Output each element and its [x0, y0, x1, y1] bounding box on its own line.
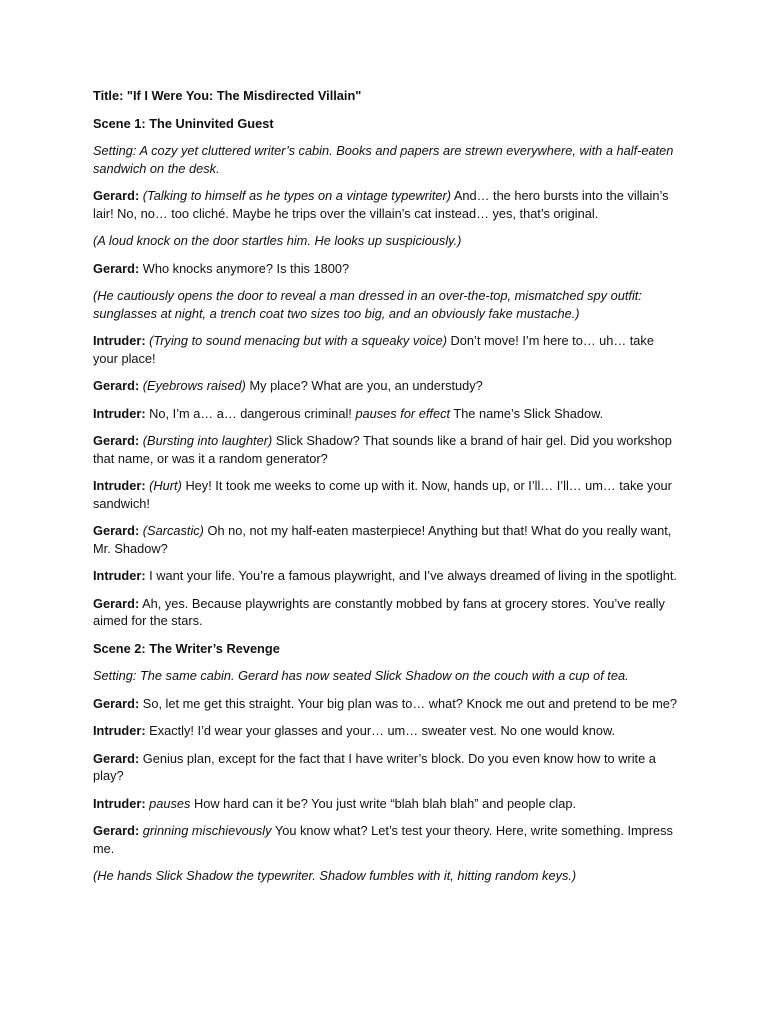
inline-direction: (Talking to himself as he types on a vintage typewriter) [142, 188, 452, 203]
dialogue-line [93, 405, 682, 423]
dialogue-line [93, 822, 682, 857]
dialogue-text: No, I’m a… a… dangerous criminal! [149, 405, 352, 421]
inline-direction: (Eyebrows raised) [142, 378, 246, 393]
dialogue-text: Genius plan, except for the fact that I have writer’s block. Do you even know how to write a play? [93, 750, 656, 783]
speaker-name: Intruder: [93, 795, 146, 811]
dialogue-line [93, 377, 682, 395]
speaker-name: Intruder: [93, 405, 146, 421]
dialogue-text: Hey! It took me weeks to come up with it. Now, hands up, or I’ll… I’ll… um… take your sandwich! [93, 478, 672, 511]
dialogue-text: Slick Shadow? That sounds like a brand of hair gel. Did you workshop that name, or was it a random generator? [93, 433, 672, 466]
speaker-name: Gerard: [93, 750, 140, 766]
inline-direction: (Hurt) [149, 478, 182, 493]
dialogue-text: Don’t move! I’m here to… uh… take your place! [93, 333, 654, 366]
speaker-name: Gerard: [93, 433, 140, 448]
stage-direction: (He hands Slick Shadow the typewriter. Shadow fumbles with it, hitting random keys.) [93, 868, 577, 883]
inline-direction: pauses [149, 795, 191, 811]
scene-heading: Scene 1: The Uninvited Guest [93, 115, 274, 131]
dialogue-text: You know what? Let’s test your theory. Here, write something. Impress me. [93, 823, 673, 856]
dialogue-text: I want your life. You’re a famous playwright, and I’ve always dreamed of living in the spotlight. [149, 568, 677, 583]
dialogue-text: My place? What are you, an understudy? [249, 378, 483, 393]
dialogue-line [93, 567, 682, 585]
dialogue-line [93, 695, 682, 713]
dialogue-line [93, 722, 682, 740]
dialogue-text: So, let me get this straight. Your big plan was to… what? Knock me out and pretend to be me? [142, 695, 678, 711]
speaker-name: Intruder: [93, 478, 146, 493]
dialogue-text: The name’s Slick Shadow. [453, 405, 604, 421]
dialogue-line [93, 432, 682, 467]
scene-setting: Setting: A cozy yet cluttered writer’s cabin. Books and papers are strewn everywhere, with a half-eaten sandwich on the desk. [93, 143, 674, 176]
stage-direction: (He cautiously opens the door to reveal a man dressed in an over-the-top, mismatched spy outfit: sunglasses at night, a trench coat two sizes too big, and an obviously fake mustache.) [93, 288, 642, 321]
dialogue-line [93, 260, 682, 278]
speaker-name: Gerard: [93, 595, 140, 611]
dialogue-line [93, 187, 682, 222]
inline-direction: (Bursting into laughter) [142, 433, 273, 448]
inline-direction: (Trying to sound menacing but with a squeaky voice) [149, 333, 447, 348]
scene-heading: Scene 2: The Writer’s Revenge [93, 640, 280, 656]
dialogue-text: Oh no, not my half-eaten masterpiece! Anything but that! What do you really want, Mr. Shadow? [93, 523, 672, 556]
document-title: Title: "If I Were You: The Misdirected Villain" [93, 88, 362, 103]
dialogue-text: Ah, yes. Because playwrights are constantly mobbed by fans at grocery stores. You’ve really aimed for the stars. [93, 595, 665, 628]
speaker-name: Intruder: [93, 723, 146, 738]
dialogue-line [93, 522, 682, 557]
speaker-name: Gerard: [93, 523, 140, 538]
dialogue-text: And… the hero bursts into the villain’s lair! No, no… too cliché. Maybe he trips over the villain’s cat instead… yes, that’s original. [93, 188, 669, 221]
stage-direction: (A loud knock on the door startles him. He looks up suspiciously.) [93, 233, 462, 248]
dialogue-text: Exactly! I’d wear your glasses and your… um… sweater vest. No one would know. [149, 723, 616, 738]
dialogue-text: How hard can it be? You just write “blah blah blah” and people clap. [194, 795, 577, 811]
dialogue-line [93, 750, 682, 785]
dialogue-line [93, 477, 682, 512]
inline-direction: (Sarcastic) [142, 523, 204, 538]
inline-direction: grinning mischievously [142, 823, 272, 838]
inline-direction: pauses for effect [355, 405, 451, 421]
dialogue-text: Who knocks anymore? Is this 1800? [142, 260, 350, 276]
speaker-name: Gerard: [93, 188, 140, 203]
speaker-name: Gerard: [93, 378, 140, 393]
speaker-name: Gerard: [93, 260, 140, 276]
document-body [93, 115, 682, 885]
dialogue-line [93, 332, 682, 367]
dialogue-line [93, 795, 682, 813]
speaker-name: Intruder: [93, 333, 146, 348]
dialogue-line [93, 595, 682, 630]
speaker-name: Intruder: [93, 568, 146, 583]
speaker-name: Gerard: [93, 823, 140, 838]
scene-setting: Setting: The same cabin. Gerard has now seated Slick Shadow on the couch with a cup of tea. [93, 668, 629, 683]
speaker-name: Gerard: [93, 695, 140, 711]
